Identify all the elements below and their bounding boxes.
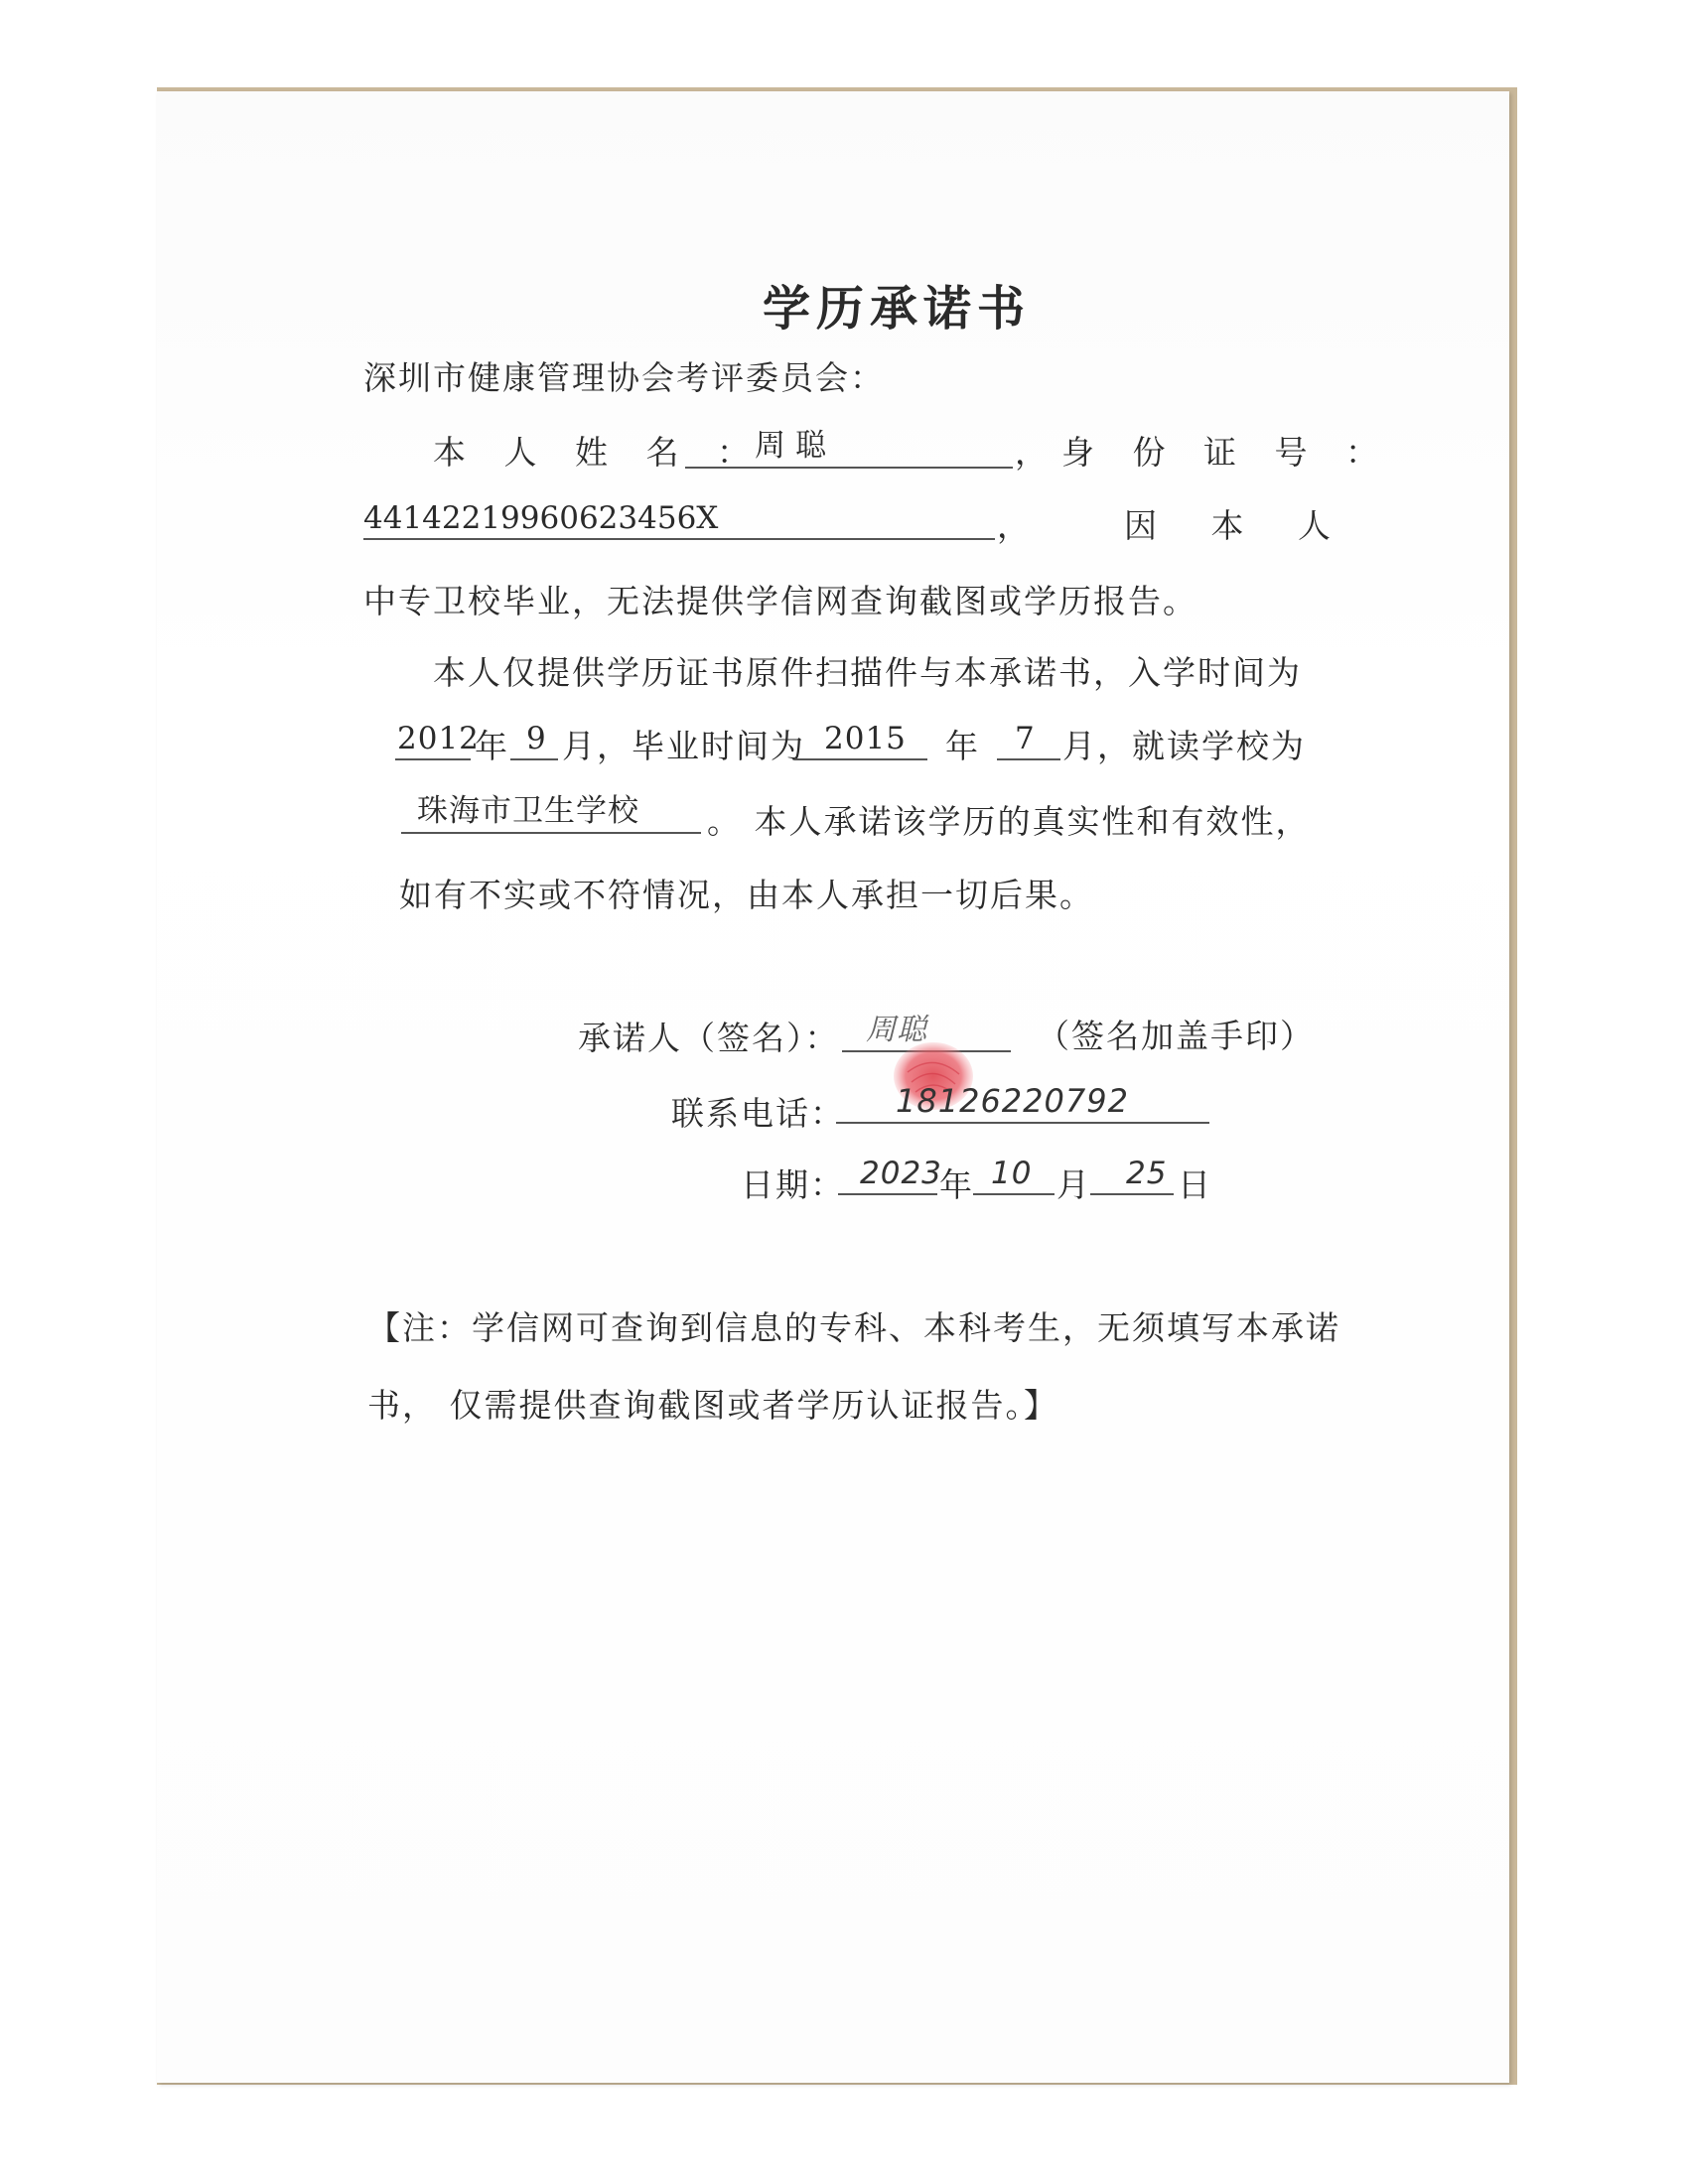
phone-label: 联系电话： <box>671 1094 845 1133</box>
signature: 周聪 <box>866 1013 927 1047</box>
note-line2: 书， 仅需提供查询截图或者学历认证报告。】 <box>367 1386 1058 1425</box>
graduate-label: 月，毕业时间为 <box>562 727 805 765</box>
school-value: 珠海市卫生学校 <box>417 793 639 829</box>
signer-hint: （签名加盖手印） <box>1037 1017 1315 1055</box>
because-text: 因 本 人 <box>1124 506 1352 545</box>
grad-month: 7 <box>1015 721 1036 756</box>
date-year-field <box>838 1152 942 1195</box>
phone-value: 18126220792 <box>896 1082 1129 1120</box>
enroll-year: 2012 <box>397 721 480 756</box>
grad-month-field <box>997 717 1060 760</box>
grad-year-field <box>794 717 927 760</box>
consequence-line: 如有不实或不符情况，由本人承担一切后果。 <box>399 876 1094 914</box>
id-label: ，身 份 证 号 ： <box>1015 433 1392 472</box>
name-field <box>685 425 1013 469</box>
grad-year-char: 年 <box>945 727 980 765</box>
date-month-field <box>973 1152 1055 1195</box>
phone-field <box>836 1080 1209 1124</box>
signer-label: 承诺人（签名）： <box>578 1019 840 1057</box>
grad-year: 2015 <box>824 721 907 756</box>
date-day: 25 <box>1126 1156 1168 1191</box>
id-value: 44142219960623456X <box>363 500 719 536</box>
salutation: 深圳市健康管理协会考评委员会： <box>363 358 885 397</box>
name-value: 周聪 <box>755 428 836 464</box>
promise-text: 。 本人承诺该学历的真实性和有效性， <box>707 802 1311 841</box>
document-title: 学历承诺书 <box>763 281 1032 337</box>
date-year-char: 年 <box>939 1165 974 1204</box>
date-month: 10 <box>991 1156 1033 1191</box>
school-field <box>401 790 701 834</box>
para2-line1: 本人仅提供学历证书原件扫描件与本承诺书，入学时间为 <box>433 653 1302 692</box>
name-label: 本 人 姓 名 ： <box>433 433 764 472</box>
date-day-char: 日 <box>1178 1165 1212 1204</box>
enroll-month: 9 <box>526 721 547 756</box>
note-line1: 【注：学信网可查询到信息的专科、本科考生，无须填写本承诺 <box>367 1308 1340 1347</box>
enroll-year-field <box>395 717 480 760</box>
enroll-month-field <box>510 717 558 760</box>
date-month-char: 月 <box>1056 1165 1091 1204</box>
enroll-year-char: 年 <box>475 727 509 765</box>
date-label: 日期： <box>741 1165 845 1204</box>
id-field <box>363 496 995 540</box>
date-day-field <box>1090 1152 1174 1195</box>
school-label: 月，就读学校为 <box>1062 727 1306 765</box>
date-year: 2023 <box>860 1156 942 1191</box>
id-comma: ， <box>997 506 1032 545</box>
reason-line: 中专卫校毕业，无法提供学信网查询截图或学历报告。 <box>363 582 1197 620</box>
